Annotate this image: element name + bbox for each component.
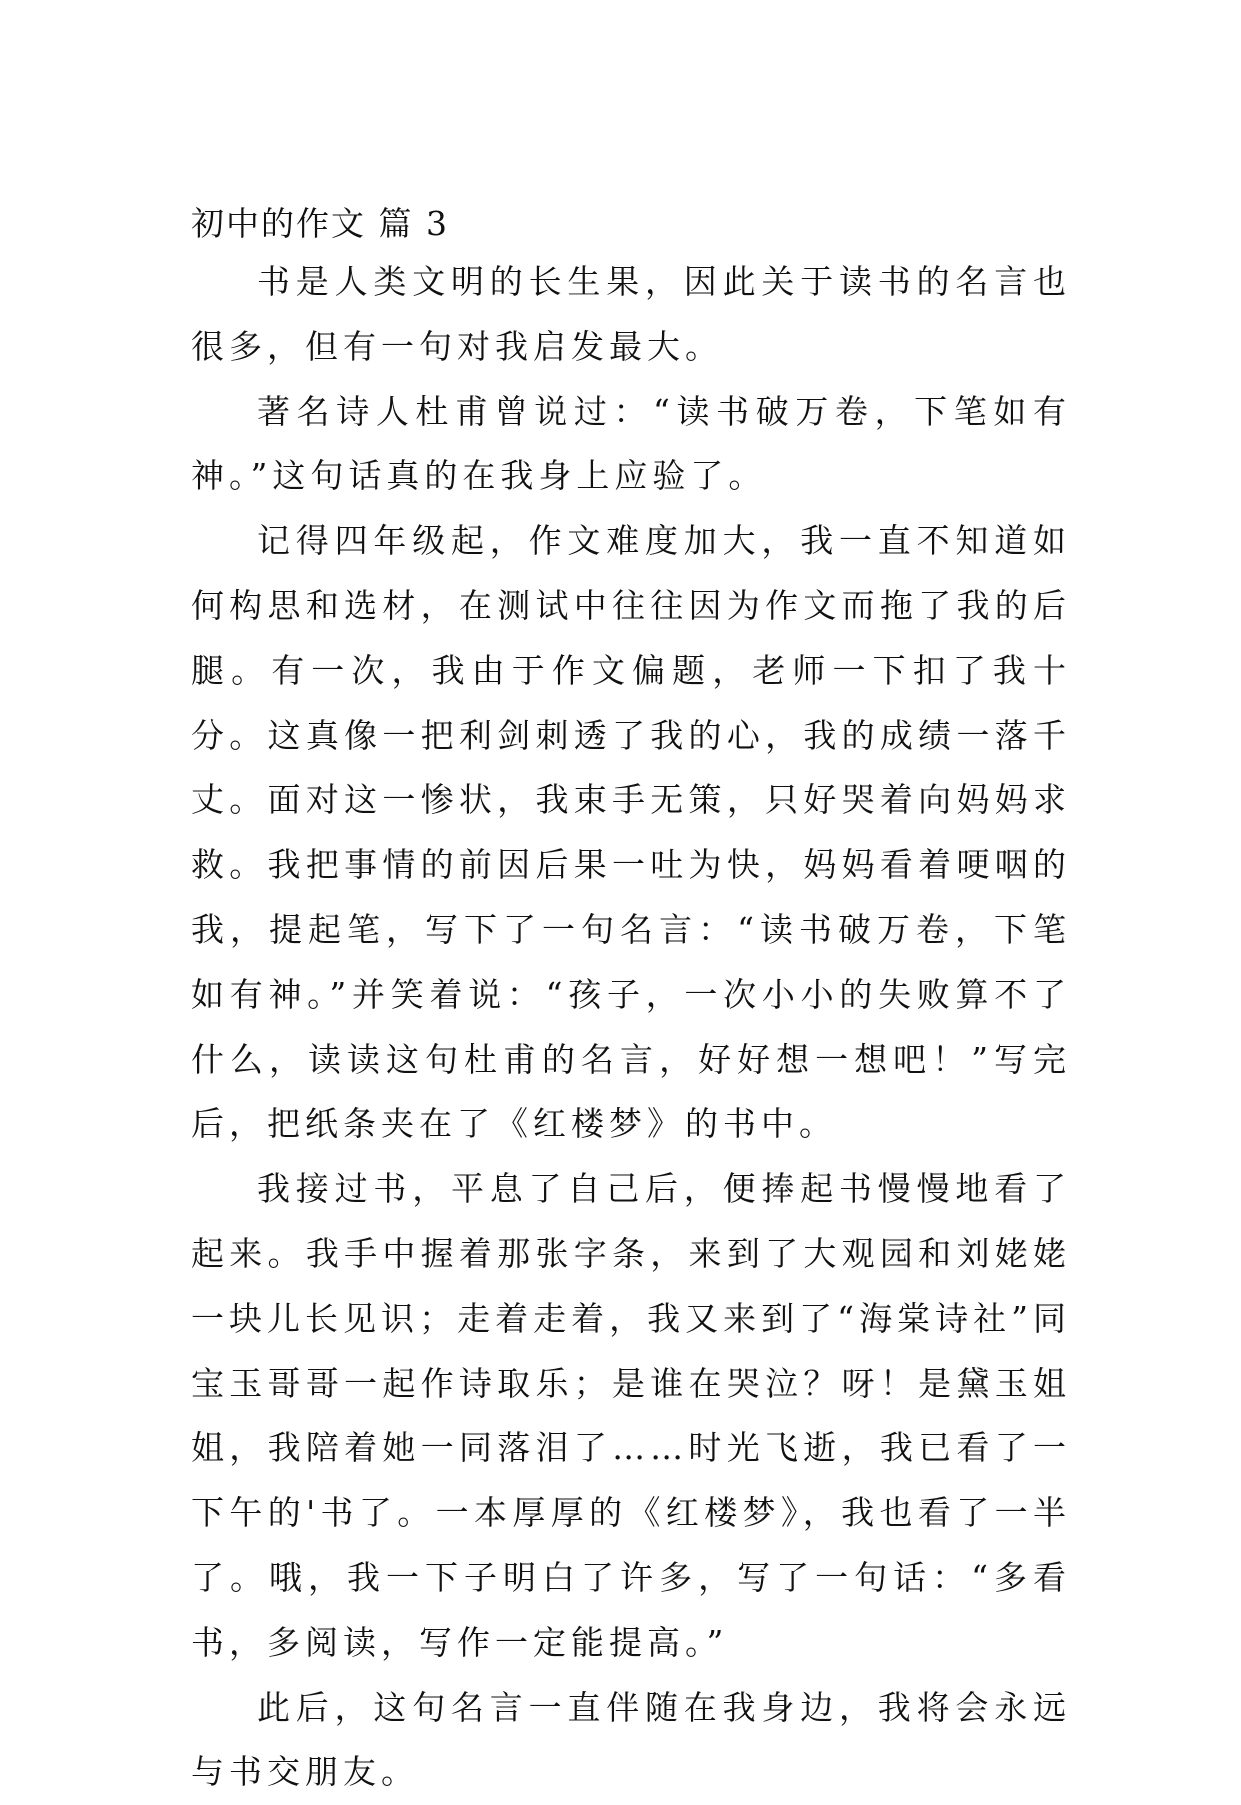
paragraph-5: 此后，这句名言一直伴随在我身边，我将会永远与书交朋友。 [191,1687,1071,1792]
essay-title: 初中的作文 篇 3 [191,204,449,243]
paragraph-4: 我接过书，平息了自己后，便捧起书慢慢地看了起来。我手中握着那张字条，来到了大观园和刘姥姥一块儿长见识；走着走着，我又来到了“海棠诗社”同宝玉哥哥一起作诗取乐；是谁在哭泣？呀！是黛玉姐姐，我陪着她一同落泪了……时光飞逝，我已看了一下午的'书了。一本厚厚的《红楼梦》，我也看了一半了。哦，我一下子明白了许多，写了一句话：“多看书，多阅读，写作一定能提高。” [191,1169,1071,1662]
paragraph-1: 书是人类文明的长生果，因此关于读书的名言也很多，但有一句对我启发最大。 [191,262,1071,366]
paragraph-2: 著名诗人杜甫曾说过：“读书破万卷，下笔如有神。”这句话真的在我身上应验了。 [191,391,1071,496]
essay-body [191,200,1071,1805]
paragraph-3: 记得四年级起，作文难度加大，我一直不知道如何构思和选材，在测试中往往因为作文而拖了我的后腿。有一次，我由于作文偏题，老师一下扣了我十分。这真像一把利剑刺透了我的心，我的成绩一落千丈。面对这一惨状，我束手无策，只好哭着向妈妈求救。我把事情的前因后果一吐为快，妈妈看着哽咽的我，提起笔，写下了一句名言：“读书破万卷，下笔如有神。”并笑着说：“孩子，一次小小的失败算不了什么，读读这句杜甫的名言，好好想一想吧！”写完后，把纸条夹在了《红楼梦》的书中。 [191,521,1071,1144]
